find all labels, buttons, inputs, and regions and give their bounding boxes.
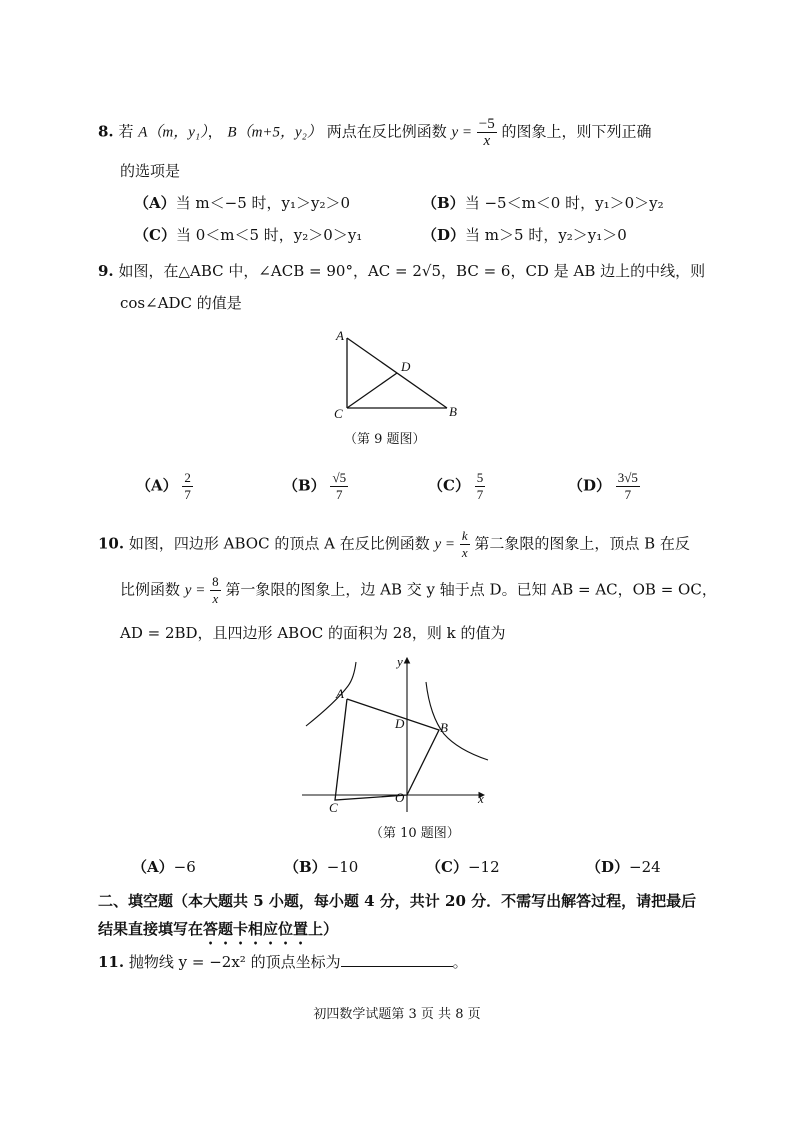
q11-answer-blank[interactable] bbox=[341, 952, 453, 967]
q8-stem-a: 若 bbox=[118, 122, 134, 141]
q9-median-cd bbox=[347, 373, 397, 408]
q10-stem-a: 如图，四边形 ABOC 的顶点 A 在反比例函数 bbox=[128, 534, 430, 553]
q9-option-b-label: （B） bbox=[283, 476, 326, 495]
q9-option-b-den: 7 bbox=[336, 487, 343, 502]
q10-label-x: x bbox=[478, 791, 484, 806]
q8-stem-line2: 的选项是 bbox=[120, 162, 181, 180]
q8-stem-line1: 8. 若 A（m，y₁）， B（m+5，y₂） 两点在反比例函数 y = $\frac{-5}{x}$ 的图象上，则下列正确 bbox=[98, 116, 652, 149]
q9-option-d-num: 3√5 bbox=[617, 470, 638, 485]
q10-func2-lhs: y = bbox=[184, 582, 206, 599]
q8-stem-c: 的图象上，则下列正确 bbox=[501, 122, 652, 141]
q9-option-b-fraction bbox=[330, 470, 348, 503]
q9-option-b-num: √5 bbox=[332, 470, 347, 485]
q8-option-d[interactable] bbox=[422, 224, 627, 245]
q10-func1-num: k bbox=[461, 528, 468, 543]
q9-option-a-label: （A） bbox=[136, 476, 178, 495]
q9-stem-text1: 如图，在△ABC 中，∠ACB = 90°，AC = 2√5，BC = 6，CD 是 AB 边上的中线，则 bbox=[118, 262, 706, 280]
q9-figure bbox=[320, 326, 470, 424]
q8-function-denominator: x bbox=[483, 133, 491, 149]
q10-option-c-text: −12 bbox=[467, 858, 500, 876]
q9-option-b[interactable] bbox=[283, 470, 348, 503]
q10-func2-den: x bbox=[212, 591, 219, 606]
q9-stem-line2: cos∠ADC 的值是 bbox=[120, 294, 242, 312]
q10-label-y: y bbox=[397, 654, 403, 669]
section2-note-dotted: 答题卡相应位置 bbox=[203, 920, 309, 938]
q8-option-c[interactable] bbox=[134, 224, 362, 245]
q8-function-lhs: y = bbox=[451, 124, 473, 141]
q9-label-a: A bbox=[336, 328, 344, 343]
q9-option-d-fraction bbox=[616, 470, 640, 503]
page-footer: 初四数学试题第 3 页 共 8 页 bbox=[313, 1007, 481, 1022]
q10-option-b-label: （B） bbox=[284, 858, 327, 876]
q8-option-a-label: （A） bbox=[134, 194, 176, 212]
q11-stem bbox=[98, 951, 468, 972]
q10-option-c-label: （C） bbox=[426, 858, 468, 876]
q8-option-b[interactable] bbox=[422, 192, 664, 213]
q10-func1-den: x bbox=[461, 545, 468, 560]
q9-figure-caption: （第 9 题图） bbox=[344, 432, 426, 447]
q9-option-a[interactable] bbox=[136, 470, 193, 503]
q8-option-d-label: （D） bbox=[422, 226, 466, 244]
q9-option-d[interactable] bbox=[568, 470, 640, 503]
q8-stem-b: 两点在反比例函数 bbox=[326, 122, 447, 141]
q10-label-d: D bbox=[395, 716, 405, 731]
q10-figure bbox=[298, 652, 494, 818]
q10-option-b-text: −10 bbox=[326, 858, 359, 876]
q10-stem-d: 第一象限的图象上，边 AB 交 y 轴于点 D。已知 AB = AC，OB = OC， bbox=[225, 580, 717, 599]
section2-note-line1: （本大题共 5 小题，每小题 4 分，共计 20 分．不需写出解答过程，请把最后 bbox=[173, 892, 697, 910]
q10-func1-lhs: y = bbox=[434, 536, 456, 553]
q8-option-a[interactable] bbox=[134, 192, 350, 213]
q8-option-b-text: 当 −5＜m＜0 时，y₁＞0＞y₂ bbox=[464, 194, 664, 212]
q9-option-a-den: 7 bbox=[184, 487, 191, 502]
q9-option-c-label: （C） bbox=[428, 476, 470, 495]
q9-option-c[interactable] bbox=[428, 470, 485, 503]
section2-note-plain: 结果直接填写在 bbox=[98, 920, 204, 938]
q10-curve-k-over-x bbox=[306, 662, 356, 726]
q10-label-a: A bbox=[336, 686, 344, 701]
q8-point-b: B（m+5，y₂） bbox=[227, 124, 322, 141]
q8-point-a: A（m，y₁） bbox=[138, 124, 208, 141]
q11-stem-end: 。 bbox=[452, 953, 468, 971]
q9-option-c-fraction bbox=[475, 470, 486, 503]
q10-option-d-label: （D） bbox=[586, 858, 630, 876]
q10-option-c[interactable] bbox=[426, 856, 500, 877]
q9-stem-line1 bbox=[98, 260, 705, 281]
q10-curve-8-over-x bbox=[426, 682, 488, 760]
q9-label-c: C bbox=[334, 406, 343, 421]
q9-option-d-label: （D） bbox=[568, 476, 612, 495]
q9-number: 9. bbox=[98, 262, 114, 280]
q11-stem-text: 抛物线 y = −2x² 的顶点坐标为 bbox=[128, 953, 341, 971]
q9-label-d: D bbox=[401, 359, 411, 374]
q10-stem-line1 bbox=[98, 528, 690, 561]
q10-func2-fraction bbox=[210, 574, 221, 607]
q10-func2-num: 8 bbox=[212, 574, 219, 589]
q10-stem-line2 bbox=[120, 574, 717, 607]
q10-quadrilateral-aboc bbox=[335, 699, 439, 800]
q9-option-a-num: 2 bbox=[184, 470, 191, 485]
section2-title: 二、填空题 bbox=[98, 892, 174, 910]
section2-header-line1 bbox=[98, 890, 696, 911]
q10-option-a[interactable] bbox=[132, 856, 196, 877]
q10-stem-line3: AD = 2BD，且四边形 ABOC 的面积为 28，则 k 的值为 bbox=[120, 624, 506, 642]
q8-option-b-label: （B） bbox=[422, 194, 465, 212]
q9-option-c-num: 5 bbox=[476, 470, 484, 485]
q9-option-a-fraction bbox=[182, 470, 193, 503]
q10-option-a-label: （A） bbox=[132, 858, 174, 876]
q8-option-c-label: （C） bbox=[134, 226, 176, 244]
q10-option-d-text: −24 bbox=[629, 858, 661, 876]
q9-label-b: B bbox=[449, 404, 457, 419]
section2-note-end: 上） bbox=[308, 920, 339, 938]
q10-option-d[interactable] bbox=[586, 856, 661, 877]
q8-option-a-text: 当 m＜−5 时，y₁＞y₂＞0 bbox=[175, 194, 351, 212]
q10-option-b[interactable] bbox=[284, 856, 358, 877]
q9-option-d-den: 7 bbox=[624, 487, 632, 502]
q8-function-fraction bbox=[477, 116, 497, 149]
q8-option-d-text: 当 m＞5 时，y₂＞y₁＞0 bbox=[465, 226, 627, 244]
q10-label-c: C bbox=[329, 800, 338, 815]
q9-option-c-den: 7 bbox=[476, 487, 484, 502]
q8-number: 8. bbox=[98, 122, 114, 141]
section2-header-line2 bbox=[98, 918, 338, 948]
q10-option-a-text: −6 bbox=[173, 858, 196, 876]
q10-figure-caption: （第 10 题图） bbox=[370, 826, 460, 841]
q10-label-o: O bbox=[395, 790, 405, 805]
q8-function-numerator: −5 bbox=[478, 116, 495, 132]
q11-number: 11. bbox=[98, 953, 125, 971]
q10-func1-fraction bbox=[460, 528, 470, 561]
q10-number: 10. bbox=[98, 534, 125, 553]
q10-stem-c: 比例函数 bbox=[120, 580, 181, 599]
q10-stem-b: 第二象限的图象上，顶点 B 在反 bbox=[474, 534, 690, 553]
q8-option-c-text: 当 0＜m＜5 时，y₂＞0＞y₁ bbox=[175, 226, 363, 244]
q10-label-b: B bbox=[440, 720, 448, 735]
